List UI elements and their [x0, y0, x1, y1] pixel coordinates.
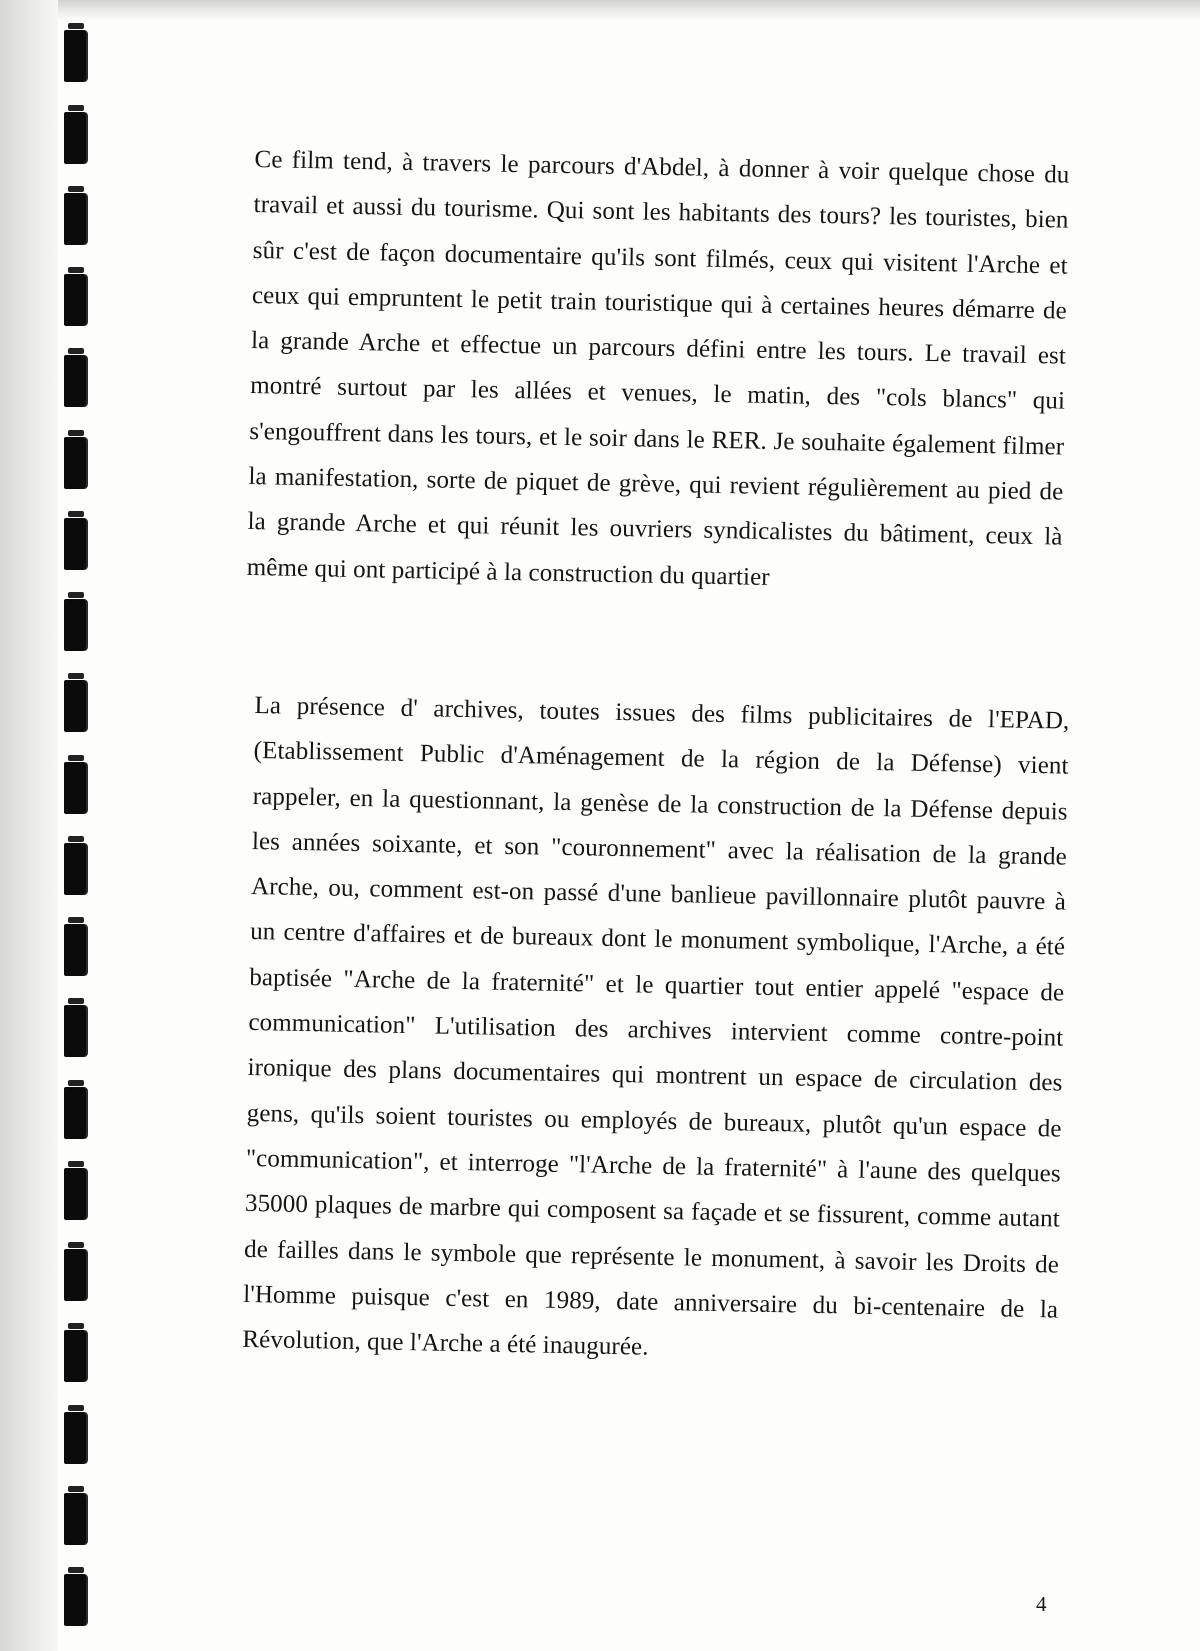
page-number: 4: [1036, 1592, 1047, 1616]
binding-hole: [64, 1168, 86, 1220]
comb-binding: [60, 0, 92, 1651]
binding-hole: [64, 680, 86, 732]
binding-hole: [64, 1005, 86, 1057]
page-binding-edge: [0, 0, 58, 1651]
binding-hole: [64, 1493, 86, 1545]
binding-hole: [64, 599, 86, 651]
binding-hole: [64, 1330, 86, 1382]
binding-hole: [64, 1412, 86, 1464]
page-top-shadow: [58, 0, 1200, 20]
paragraph-archives: La présence d' archives, toutes issues des films publicitaires de l'EPAD, (Etablissement Public d'Aménagement de la région de la Défense) vient rappeler, en la questionnant, la genèse de la construction de la Défense depuis les années soixante, et son "couronnement" avec la réalisation de la grande Arche, ou, comment est-on passé d'une banlieue pavillonnaire plutôt pauvre à un centre d'affaires et de bureaux dont le monument symbolique, l'Arche, a été baptisée "Arche de la fraternité" et le quartier tout entier appelé "espace de communication" L'utilisation des archives intervient comme contre-point ironique des plans documentaires qui montrent un espace de circulation des gens, qu'ils soient touristes ou employés de bureaux, plutôt qu'un espace de "communication", et interroge "l'Arche de la fraternité" à l'aune des quelques 35000 plaques de marbre qui composent sa façade et se fissurent, comme autant de failles dans le symbole que représente le monument, à savoir les Droits de l'Homme puisque c'est en 1989, date anniversaire du bi-centenaire de la Révolution, que l'Arche a été inaugurée.: [242, 691, 1070, 1361]
binding-hole: [64, 112, 86, 164]
binding-hole: [64, 274, 86, 326]
binding-hole: [64, 437, 86, 489]
binding-hole: [64, 518, 86, 570]
binding-hole: [64, 1574, 86, 1626]
binding-hole: [64, 762, 86, 814]
binding-hole: [64, 30, 86, 82]
binding-hole: [64, 924, 86, 976]
binding-hole: [64, 843, 86, 895]
binding-hole: [64, 1087, 86, 1139]
paragraph-film-description: Ce film tend, à travers le parcours d'Abdel, à donner à voir quelque chose du travail et aussi du tourisme. Qui sont les habitants des tours? les touristes, bien sûr c'est de façon documentaire qu'ils sont filmés, ceux qui visitent l'Arche et ceux qui empruntent le petit train touristique qui à certaines heures démarre de la grande Arche et effectue un parcours défini entre les tours. Le travail est montré surtout par les allées et venues, le matin, des "cols blancs" qui s'engouffrent dans les tours, et le soir dans le RER. Je souhaite également filmer la manifestation, sorte de piquet de grève, qui revient régulièrement au pied de la grande Arche et qui réunit les ouvriers syndicalistes du bâtiment, ceux là même qui ont participé à la construction du quartier: [246, 145, 1070, 591]
binding-hole: [64, 355, 86, 407]
binding-hole: [64, 1249, 86, 1301]
binding-hole: [64, 193, 86, 245]
